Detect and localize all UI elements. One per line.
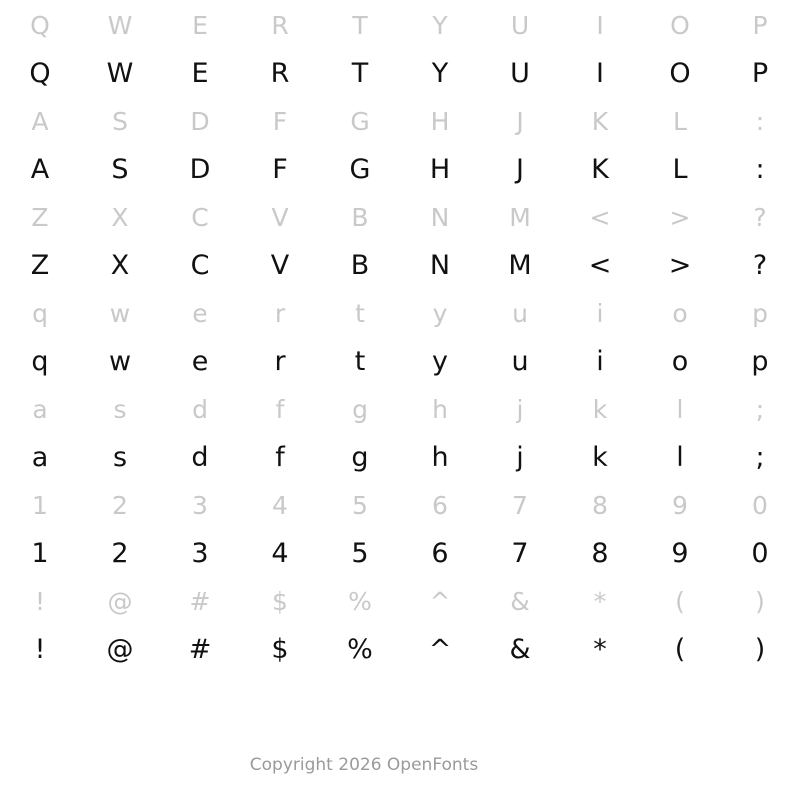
glyph-cell-solid: D (189, 154, 211, 185)
glyph-cell-solid: O (669, 58, 691, 89)
glyph-cell-ghost: ; (755, 395, 765, 424)
glyph-cell-solid: > (668, 250, 692, 281)
glyph-cell-ghost: ^ (429, 587, 451, 616)
glyph-cell-ghost: % (348, 587, 372, 616)
glyph-cell-solid: T (351, 58, 369, 89)
glyph-cell-solid: d (191, 442, 209, 473)
glyph-cell-ghost: Z (31, 203, 49, 232)
glyph-cell-ghost: e (192, 299, 208, 328)
glyph-cell-solid: K (591, 154, 609, 185)
glyph-cell-ghost: i (596, 299, 604, 328)
glyph-cell-solid: w (108, 346, 132, 377)
character-row-solid (0, 240, 800, 292)
glyph-cell-ghost: > (669, 203, 691, 232)
glyph-cell-ghost: 7 (512, 491, 528, 520)
glyph-cell-ghost: * (593, 587, 607, 616)
glyph-cell-solid: N (429, 250, 451, 281)
glyph-cell-solid: R (270, 58, 290, 89)
glyph-cell-solid: j (516, 442, 524, 473)
glyph-cell-ghost: S (112, 107, 128, 136)
glyph-cell-ghost: O (670, 11, 690, 40)
character-row-solid (0, 528, 800, 580)
glyph-cell-solid: W (106, 58, 134, 89)
glyph-cell-solid: B (350, 250, 370, 281)
character-row-ghost (0, 4, 800, 48)
glyph-cell-ghost: @ (107, 587, 133, 616)
glyph-cell-ghost: 9 (672, 491, 688, 520)
glyph-cell-solid: M (508, 250, 532, 281)
glyph-cell-ghost: h (432, 395, 448, 424)
glyph-cell-ghost: ! (34, 587, 46, 616)
glyph-cell-ghost: k (592, 395, 608, 424)
glyph-cell-solid: i (596, 346, 604, 377)
glyph-cell-solid: # (188, 634, 212, 665)
glyph-cell-solid: A (30, 154, 50, 185)
glyph-cell-ghost: s (113, 395, 127, 424)
glyph-cell-solid: G (349, 154, 371, 185)
glyph-cell-ghost: E (192, 11, 208, 40)
glyph-cell-ghost: 2 (112, 491, 128, 520)
glyph-cell-solid: 2 (111, 538, 129, 569)
character-row-pair (0, 388, 800, 484)
glyph-cell-ghost: W (107, 11, 133, 40)
glyph-cell-ghost: M (509, 203, 531, 232)
glyph-cell-ghost: L (673, 107, 687, 136)
glyph-cell-solid: 9 (671, 538, 689, 569)
glyph-cell-ghost: f (275, 395, 285, 424)
glyph-cell-solid: ) (754, 634, 766, 665)
glyph-cell-solid: : (755, 154, 765, 185)
glyph-cell-solid: h (431, 442, 449, 473)
character-row-ghost (0, 100, 800, 144)
glyph-cell-solid: a (31, 442, 49, 473)
glyph-cell-solid: f (275, 442, 285, 473)
character-row-ghost (0, 580, 800, 624)
glyph-cell-solid: 0 (751, 538, 769, 569)
character-row-ghost (0, 388, 800, 432)
glyph-cell-ghost: N (430, 203, 450, 232)
character-row-solid (0, 624, 800, 676)
glyph-cell-solid: ; (755, 442, 765, 473)
character-row-solid (0, 144, 800, 196)
glyph-cell-ghost: 8 (592, 491, 608, 520)
glyph-cell-ghost: R (271, 11, 289, 40)
glyph-cell-solid: 6 (431, 538, 449, 569)
glyph-cell-solid: Q (29, 58, 51, 89)
glyph-cell-solid: E (191, 58, 209, 89)
glyph-cell-solid: s (112, 442, 128, 473)
glyph-cell-solid: ! (34, 634, 46, 665)
character-row-pair (0, 4, 800, 100)
glyph-cell-ghost: T (352, 11, 368, 40)
glyph-cell-solid: 7 (511, 538, 529, 569)
glyph-cell-ghost: ? (753, 203, 767, 232)
glyph-cell-ghost: d (192, 395, 208, 424)
glyph-cell-solid: u (511, 346, 529, 377)
glyph-cell-ghost: P (752, 11, 768, 40)
glyph-cell-ghost: K (591, 107, 609, 136)
glyph-cell-ghost: H (430, 107, 450, 136)
glyph-cell-ghost: $ (272, 587, 288, 616)
glyph-cell-ghost: : (755, 107, 765, 136)
glyph-cell-solid: 3 (191, 538, 209, 569)
glyph-cell-ghost: < (589, 203, 611, 232)
glyph-cell-ghost: 6 (432, 491, 448, 520)
glyph-cell-ghost: I (596, 11, 604, 40)
character-row-pair (0, 484, 800, 580)
glyph-cell-ghost: F (272, 107, 288, 136)
character-row-solid (0, 48, 800, 100)
glyph-cell-ghost: J (516, 107, 524, 136)
glyph-cell-solid: * (593, 634, 607, 665)
glyph-cell-ghost: 5 (352, 491, 368, 520)
character-row-ghost (0, 196, 800, 240)
glyph-cell-solid: 8 (591, 538, 609, 569)
glyph-cell-ghost: G (350, 107, 370, 136)
glyph-cell-solid: ^ (428, 634, 452, 665)
character-row-pair (0, 292, 800, 388)
character-row-ghost (0, 484, 800, 528)
glyph-cell-ghost: 1 (32, 491, 48, 520)
glyph-cell-solid: $ (271, 634, 289, 665)
glyph-cell-solid: % (347, 634, 373, 665)
glyph-cell-solid: k (592, 442, 608, 473)
glyph-cell-solid: F (272, 154, 288, 185)
glyph-cell-ghost: g (352, 395, 368, 424)
glyph-cell-ghost: ) (755, 587, 765, 616)
glyph-cell-ghost: q (32, 299, 48, 328)
glyph-cell-ghost: # (189, 587, 211, 616)
glyph-cell-ghost: D (190, 107, 210, 136)
glyph-cell-solid: V (270, 250, 290, 281)
glyph-cell-solid: 1 (31, 538, 49, 569)
glyph-cell-ghost: 4 (272, 491, 288, 520)
glyph-cell-solid: X (110, 250, 130, 281)
glyph-cell-solid: 4 (271, 538, 289, 569)
glyph-cell-solid: o (671, 346, 689, 377)
glyph-cell-ghost: 3 (192, 491, 208, 520)
glyph-cell-ghost: & (510, 587, 530, 616)
glyph-cell-ghost: Q (30, 11, 50, 40)
glyph-cell-ghost: ( (675, 587, 685, 616)
glyph-cell-solid: U (510, 58, 530, 89)
glyph-cell-ghost: B (351, 203, 369, 232)
glyph-cell-solid: p (751, 346, 769, 377)
glyph-cell-solid: y (432, 346, 448, 377)
glyph-cell-solid: L (672, 154, 688, 185)
character-row-pair (0, 100, 800, 196)
glyph-cell-solid: e (191, 346, 209, 377)
glyph-cell-solid: S (111, 154, 129, 185)
glyph-cell-solid: r (274, 346, 286, 377)
glyph-cell-ghost: Y (432, 11, 448, 40)
glyph-cell-ghost: C (191, 203, 209, 232)
glyph-cell-ghost: u (512, 299, 528, 328)
glyph-cell-solid: g (351, 442, 369, 473)
glyph-cell-solid: & (509, 634, 531, 665)
glyph-cell-solid: t (354, 346, 366, 377)
glyph-cell-solid: @ (106, 634, 134, 665)
glyph-cell-ghost: w (109, 299, 131, 328)
glyph-cell-solid: 5 (351, 538, 369, 569)
character-row-solid (0, 432, 800, 484)
character-row-pair (0, 580, 800, 676)
glyph-cell-ghost: r (274, 299, 286, 328)
glyph-cell-solid: C (190, 250, 210, 281)
character-row-solid (0, 336, 800, 388)
glyph-cell-solid: ? (752, 250, 768, 281)
glyph-cell-solid: I (596, 58, 604, 89)
glyph-cell-solid: ( (674, 634, 686, 665)
character-row-pair (0, 196, 800, 292)
glyph-cell-solid: P (751, 58, 769, 89)
glyph-cell-ghost: 0 (752, 491, 768, 520)
glyph-cell-ghost: U (510, 11, 530, 40)
glyph-cell-solid: H (429, 154, 451, 185)
glyph-cell-ghost: p (752, 299, 768, 328)
glyph-cell-solid: J (516, 154, 524, 185)
glyph-cell-ghost: V (271, 203, 289, 232)
glyph-cell-ghost: o (672, 299, 688, 328)
glyph-cell-ghost: a (32, 395, 48, 424)
glyph-cell-ghost: A (31, 107, 49, 136)
glyph-cell-solid: Y (431, 58, 449, 89)
glyph-cell-ghost: t (355, 299, 365, 328)
glyph-cell-solid: < (588, 250, 612, 281)
glyph-cell-ghost: l (676, 395, 684, 424)
glyph-cell-solid: Z (30, 250, 50, 281)
copyright-notice: Copyright 2026 OpenFonts (249, 755, 479, 775)
glyph-cell-ghost: j (516, 395, 524, 424)
glyph-cell-solid: l (676, 442, 684, 473)
character-row-ghost (0, 292, 800, 336)
glyph-cell-ghost: X (111, 203, 129, 232)
glyph-cell-solid: q (31, 346, 49, 377)
glyph-cell-ghost: y (432, 299, 448, 328)
